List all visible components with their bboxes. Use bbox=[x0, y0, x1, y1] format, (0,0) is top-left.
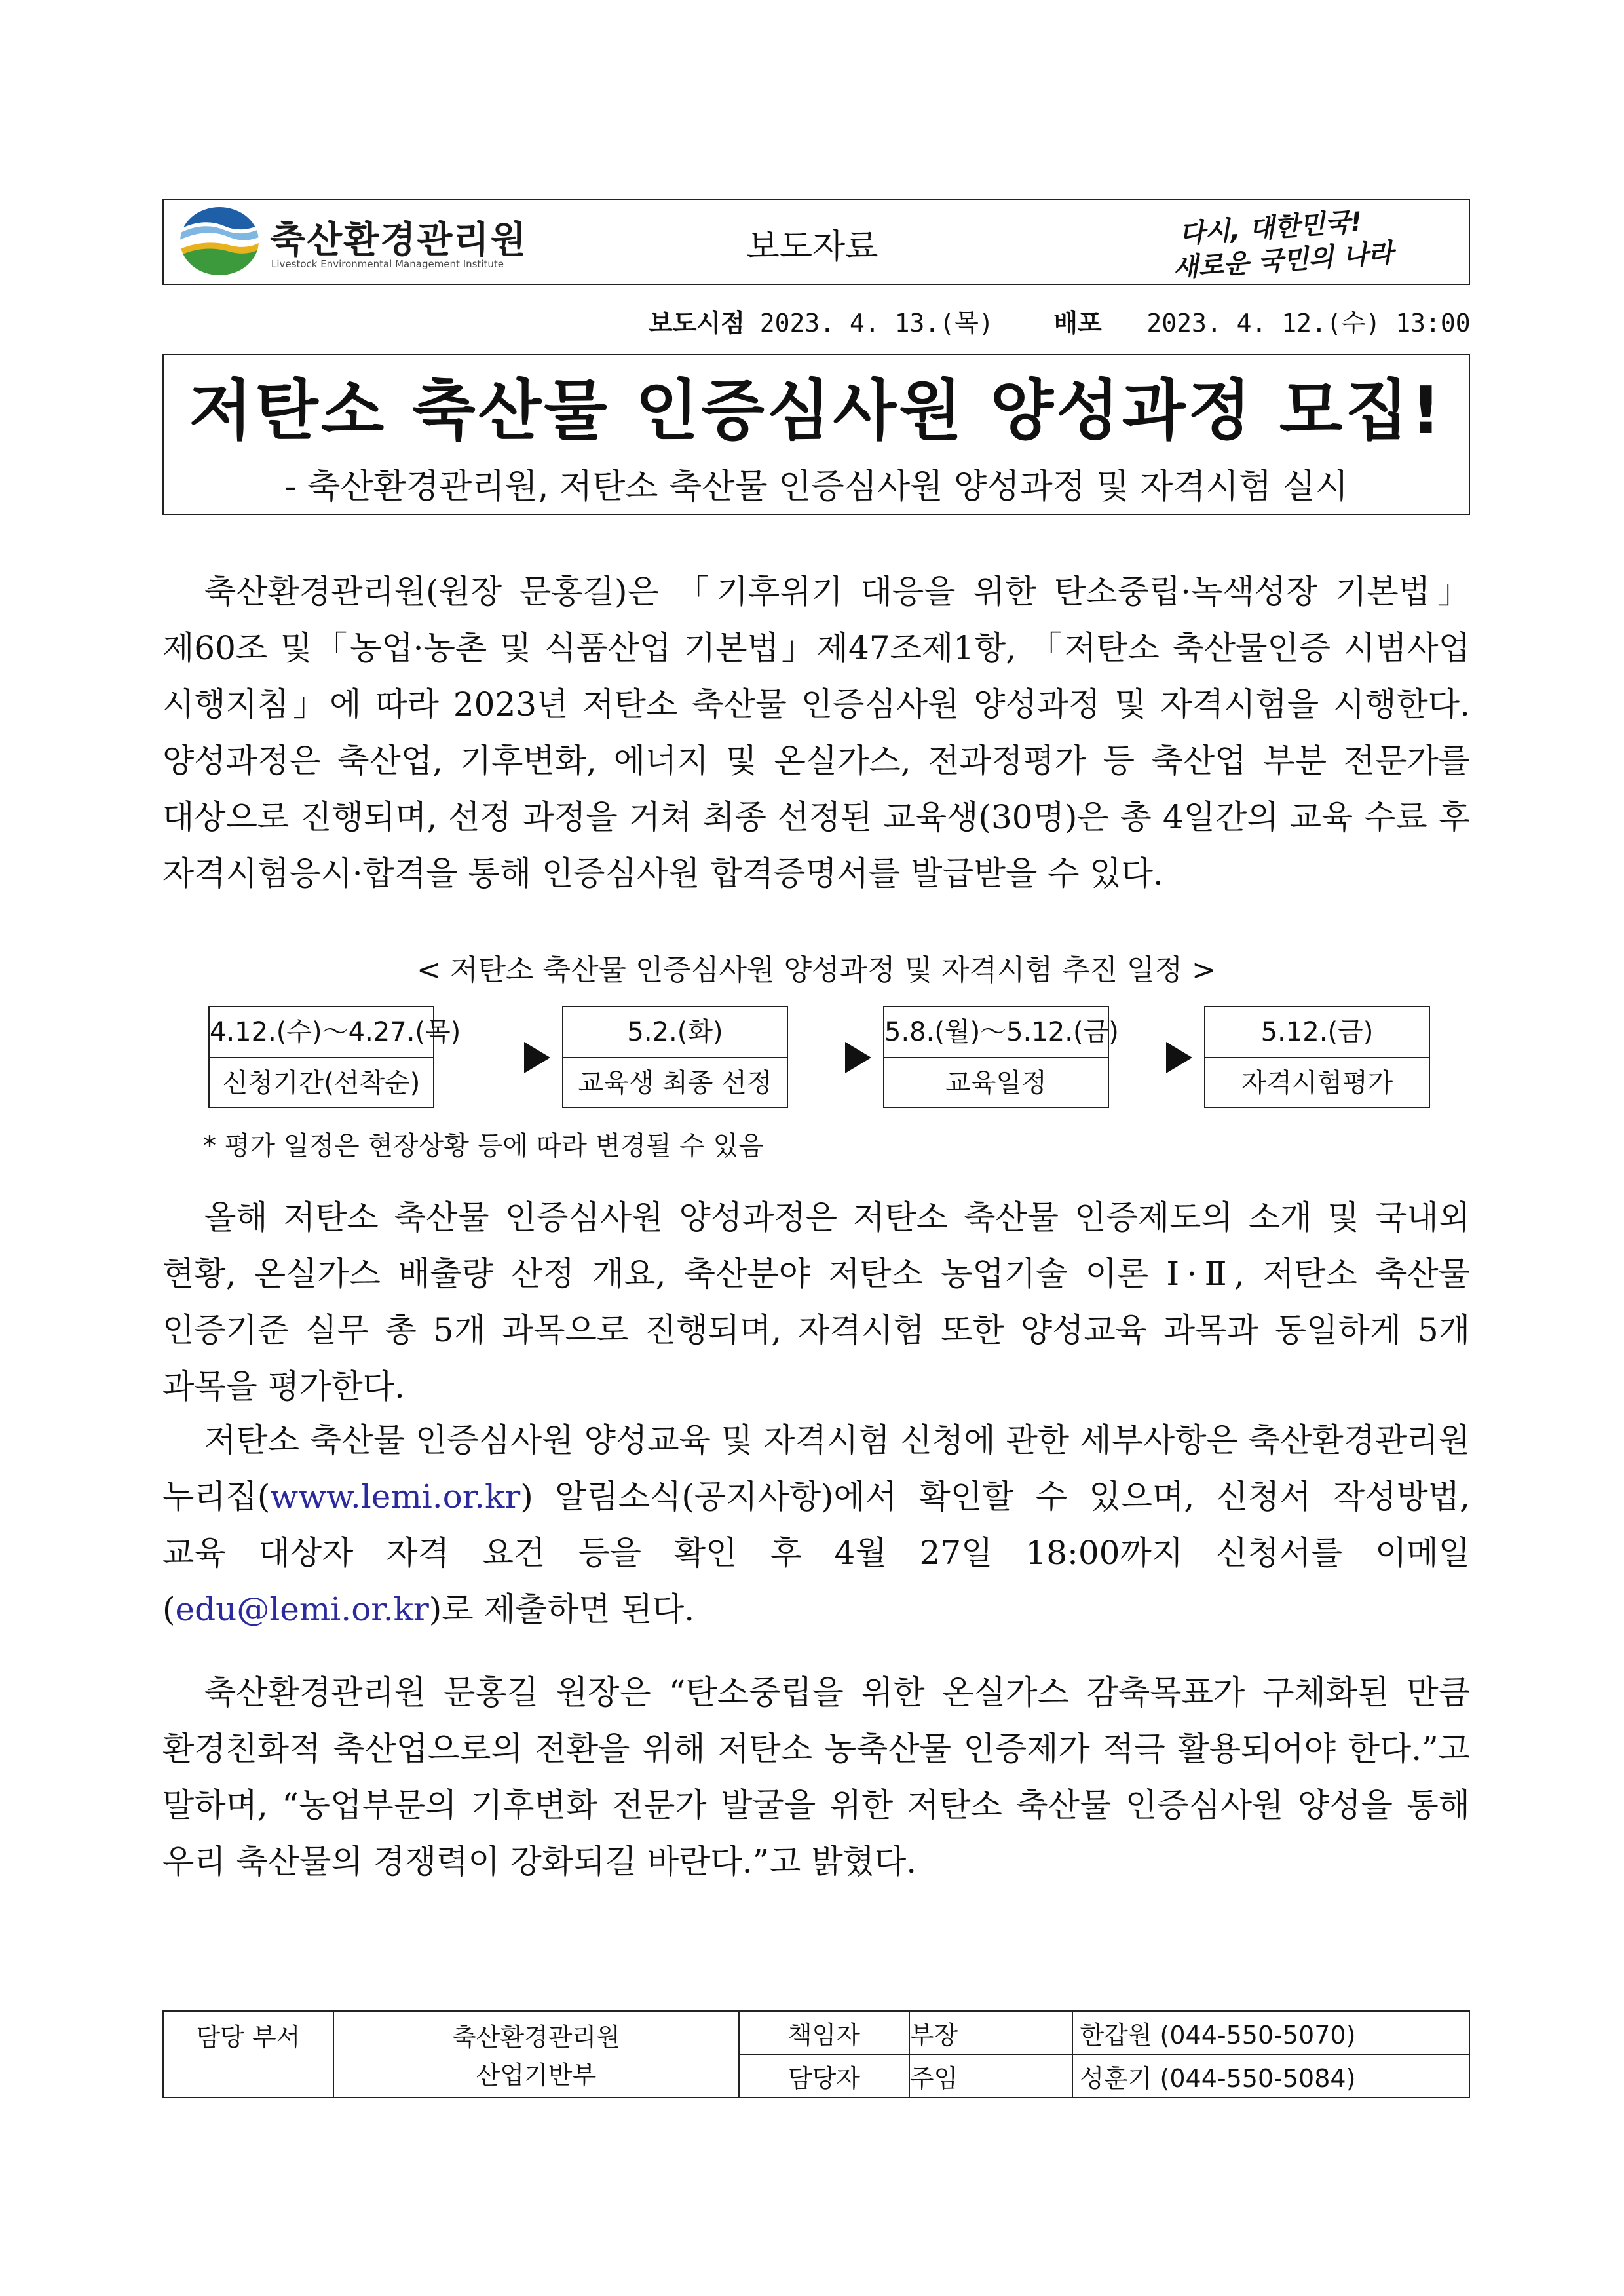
contact-role: 책임자 bbox=[739, 2011, 909, 2054]
dist-date: 2023. 4. 12.(수) 13:00 bbox=[1146, 309, 1471, 337]
org-name: 축산환경관리원 bbox=[270, 219, 527, 261]
page-title: 저탄소 축산물 인증심사원 양성과정 모집! bbox=[189, 372, 1444, 449]
paragraph-3-text-a: 저탄소 축산물 인증심사원 양성교육 및 자격시험 신청에 관한 세부사항은 축산환경관리원 누리집( bbox=[162, 1421, 1470, 1516]
dept-label: 담당 부서 bbox=[163, 2011, 333, 2097]
schedule-stage-4 bbox=[1204, 1006, 1430, 1108]
arrow-right-icon bbox=[845, 1042, 871, 1073]
contact-table bbox=[162, 2010, 1470, 2098]
stage-date: 5.8.(월)～5.12.(금) bbox=[884, 1007, 1108, 1058]
doc-type-label: 보도자료 bbox=[746, 227, 878, 267]
dept-line-1: 축산환경관리원 bbox=[451, 2023, 620, 2052]
release-date: 2023. 4. 13.(목) bbox=[759, 309, 994, 337]
stage-date: 5.12.(금) bbox=[1205, 1007, 1429, 1058]
schedule-caption: < 저탄소 축산물 인증심사원 양성과정 및 자격시험 추진 일정 > bbox=[417, 953, 1216, 987]
stage-date: 4.12.(수)～4.27.(목) bbox=[210, 1007, 433, 1058]
org-name-en: Livestock Environmental Management Institute bbox=[271, 258, 504, 270]
contact-name: 한갑원 (044-550-5070) bbox=[1072, 2011, 1469, 2054]
contact-role: 담당자 bbox=[739, 2054, 909, 2097]
contact-title: 주임 bbox=[909, 2054, 1073, 2097]
dist-label: 배포 bbox=[1053, 309, 1102, 337]
email-link[interactable]: edu@lemi.or.kr bbox=[175, 1590, 429, 1628]
schedule-note: * 평가 일정은 현장상황 등에 따라 변경될 수 있음 bbox=[203, 1131, 764, 1161]
body-paragraph-3 bbox=[162, 1412, 1470, 1637]
dept-line-2: 산업기반부 bbox=[476, 2061, 597, 2090]
page-subtitle: - 축산환경관리원, 저탄소 축산물 인증심사원 양성과정 및 자격시험 실시 bbox=[284, 467, 1349, 507]
stage-label: 교육일정 bbox=[945, 1068, 1047, 1098]
paragraph-3-text-b: ) 알림소식(공지사항)에서 확인할 수 있으며, 신청서 작성방법, 교육 대상자 자격 요건 등을 확인 후 4월 27일 18:00까지 신청서를 이메일( bbox=[162, 1478, 1470, 1628]
contact-title: 부장 bbox=[909, 2011, 1073, 2054]
website-link[interactable]: www.lemi.or.kr bbox=[270, 1478, 521, 1516]
slogan-line-1: 다시, 대한민국! bbox=[1178, 206, 1363, 250]
stage-date: 5.2.(화) bbox=[563, 1007, 787, 1058]
body-paragraph-2: 올해 저탄소 축산물 인증심사원 양성과정은 저탄소 축산물 인증제도의 소개 및 국내외 현황, 온실가스 배출량 산정 개요, 축산분야 저탄소 농업기술 이론 Ⅰ·Ⅱ, 저탄소 축산물 인증기준 실무 총 5개 과목으로 진행되며, 자격시험 또한 양성교육 과목과 동일하게 5개 과목을 평가한다. bbox=[162, 1198, 1470, 1406]
body-paragraph-4: 축산환경관리원 문홍길 원장은 “탄소중립을 위한 온실가스 감축목표가 구체화된 만큼 환경친화적 축산업으로의 전환을 위해 저탄소 농축산물 인증제가 적극 활용되어야 한다.”고 말하며, “농업부문의 기후변화 전문가 발굴을 위한 저탄소 축산물 인증심사원 양성을 통해 우리 축산물의 경쟁력이 강화되길 바란다.”고 밝혔다. bbox=[162, 1674, 1470, 1881]
schedule-stage-3 bbox=[883, 1006, 1119, 1108]
arrow-right-icon bbox=[1166, 1042, 1192, 1073]
release-label: 보도시점 bbox=[649, 309, 745, 337]
slogan-line-2: 새로운 국민의 나라 bbox=[1172, 238, 1395, 284]
org-logo bbox=[177, 202, 544, 280]
paragraph-3-text-c: )로 제출하면 된다. bbox=[428, 1590, 695, 1628]
schedule-stage-1 bbox=[208, 1006, 461, 1108]
release-info bbox=[649, 303, 1471, 339]
stage-label: 자격시험평가 bbox=[1241, 1068, 1393, 1098]
arrow-right-icon bbox=[524, 1042, 550, 1073]
schedule-stage-2 bbox=[562, 1006, 788, 1108]
contact-row bbox=[163, 2011, 1469, 2054]
stage-label: 교육생 최종 선정 bbox=[578, 1068, 772, 1098]
stage-label: 신청기간(선착순) bbox=[222, 1068, 421, 1098]
logo-emblem-icon bbox=[177, 204, 262, 278]
dept-name bbox=[333, 2011, 739, 2097]
body-paragraph-1: 축산환경관리원(원장 문홍길)은 「기후위기 대응을 위한 탄소중립·녹색성장 기본법」 제60조 및「농업·농촌 및 식품산업 기본법」제47조제1항, 「저탄소 축산물인증 시범사업 시행지침」에 따라 2023년 저탄소 축산물 인증심사원 양성과정 및 자격시험을 시행한다. 양성과정은 축산업, 기후변화, 에너지 및 온실가스, 전과정평가 등 축산업 부분 전문가를 대상으로 진행되며, 선정 과정을 거쳐 최종 선정된 교육생(30명)은 총 4일간의 교육 수료 후 자격시험응시·합격을 통해 인증심사원 합격증명서를 발급받을 수 있다. bbox=[162, 573, 1470, 892]
contact-name: 성훈기 (044-550-5084) bbox=[1072, 2054, 1469, 2097]
